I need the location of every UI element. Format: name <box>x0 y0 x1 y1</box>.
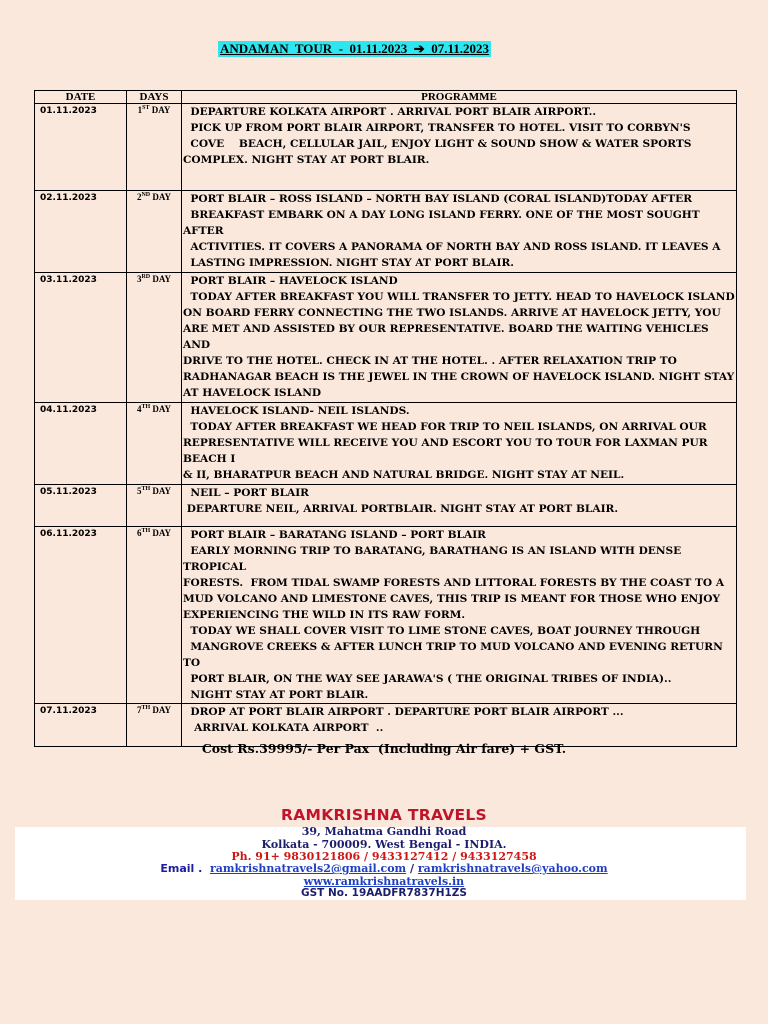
table-row <box>35 527 737 704</box>
programme-line: MANGROVE CREEKS & AFTER LUNCH TRIP TO MUD VOLCANO AND EVENING RETURN TO <box>183 641 727 669</box>
programme-line: PORT BLAIR – ROSS ISLAND – NORTH BAY ISLAND (CORAL ISLAND)TODAY AFTER <box>183 193 693 205</box>
row-date: 02.11.2023 <box>35 191 127 273</box>
day-suffix: RD <box>141 274 151 280</box>
row-date: 05.11.2023 <box>35 485 127 527</box>
email-link-gmail[interactable]: ramkrishnatravels2@gmail.com <box>209 862 407 875</box>
programme-line: EXPERIENCING THE WILD IN ITS RAW FORM. <box>183 609 466 621</box>
row-programme <box>182 485 737 527</box>
programme-line: FORESTS. FROM TIDAL SWAMP FORESTS AND LITTORAL FORESTS BY THE COAST TO A <box>183 577 725 589</box>
phone-numbers: Ph. 91+ 9830121806 / 9433127412 / 9433127458 <box>231 850 537 863</box>
programme-line: ACTIVITIES. IT COVERS A PANORAMA OF NORTH BAY AND ROSS ISLAND. IT LEAVES A <box>183 241 721 253</box>
header-date: DATE <box>35 91 127 104</box>
row-programme <box>182 104 737 191</box>
address-line-2: Kolkata - 700009. West Bengal - INDIA. <box>261 838 507 851</box>
table-row <box>35 485 737 527</box>
table-row <box>35 273 737 403</box>
programme-line: ARE MET AND ASSISTED BY OUR REPRESENTATIVE. BOARD THE WAITING VEHICLES AND <box>183 323 713 351</box>
row-programme <box>182 191 737 273</box>
programme-line: REPRESENTATIVE WILL RECEIVE YOU AND ESCORT YOU TO TOUR FOR LAXMAN PUR BEACH I <box>183 437 712 465</box>
programme-line: PICK UP FROM PORT BLAIR AIRPORT, TRANSFER TO HOTEL. VISIT TO CORBYN'S <box>183 122 691 134</box>
day-number: 3 <box>136 274 142 284</box>
table-header-row <box>35 91 737 104</box>
programme-line: AT HAVELOCK ISLAND <box>183 387 322 399</box>
programme-line: RADHANAGAR BEACH IS THE JEWEL IN THE CROWN OF HAVELOCK ISLAND. NIGHT STAY <box>183 371 735 383</box>
email-link-yahoo[interactable]: ramkrishnatravels@yahoo.com <box>417 862 608 875</box>
programme-line: PORT BLAIR, ON THE WAY SEE JARAWA'S ( THE ORIGINAL TRIBES OF INDIA).. <box>183 673 672 685</box>
programme-line: PORT BLAIR – HAVELOCK ISLAND <box>183 275 398 287</box>
programme-line: NEIL – PORT BLAIR <box>183 487 309 499</box>
programme-line: PORT BLAIR – BARATANG ISLAND – PORT BLAIR <box>183 529 486 541</box>
header-programme: PROGRAMME <box>182 91 737 104</box>
tour-cost: Cost Rs.39995/- Per Pax (Including Air fare) + GST. <box>201 741 567 756</box>
row-programme <box>182 527 737 704</box>
row-date: 03.11.2023 <box>35 273 127 403</box>
programme-line: DEPARTURE NEIL, ARRIVAL PORTBLAIR. NIGHT STAY AT PORT BLAIR. <box>183 503 619 515</box>
email-separator: / <box>406 862 418 875</box>
day-suffix: ND <box>141 192 151 198</box>
day-suffix: TH <box>141 705 151 711</box>
email-line <box>0 862 768 875</box>
programme-line: DRIVE TO THE HOTEL. CHECK IN AT THE HOTEL. . AFTER RELAXATION TRIP TO <box>183 355 677 367</box>
agency-name: RAMKRISHNA TRAVELS <box>280 806 488 824</box>
programme-line: MUD VOLCANO AND LIMESTONE CAVES, THIS TRIP IS MEANT FOR THOSE WHO ENJOY <box>183 593 721 605</box>
row-date: 04.11.2023 <box>35 403 127 485</box>
row-programme <box>182 403 737 485</box>
day-suffix: TH <box>141 404 151 410</box>
day-word: DAY <box>151 105 171 115</box>
day-word: DAY <box>152 528 172 538</box>
programme-line: HAVELOCK ISLAND- NEIL ISLANDS. <box>183 405 410 417</box>
address-line-1: 39, Mahatma Gandhi Road <box>301 825 467 838</box>
row-day <box>127 191 182 273</box>
programme-line: DROP AT PORT BLAIR AIRPORT . DEPARTURE PORT BLAIR AIRPORT ... <box>183 706 624 718</box>
table-row <box>35 191 737 273</box>
day-number: 4 <box>136 404 142 414</box>
row-day <box>127 403 182 485</box>
email-label: Email . <box>160 862 203 875</box>
row-day <box>127 527 182 704</box>
programme-line: TODAY WE SHALL COVER VISIT TO LIME STONE CAVES, BOAT JOURNEY THROUGH <box>183 625 701 637</box>
header-days: DAYS <box>127 91 182 104</box>
day-word: DAY <box>152 404 172 414</box>
day-number: 2 <box>136 192 142 202</box>
row-date: 01.11.2023 <box>35 104 127 191</box>
programme-line: NIGHT STAY AT PORT BLAIR. <box>183 689 369 701</box>
day-suffix: TH <box>141 528 151 534</box>
row-programme <box>182 273 737 403</box>
day-word: DAY <box>152 192 172 202</box>
itinerary-table <box>34 90 737 747</box>
programme-line: ARRIVAL KOLKATA AIRPORT .. <box>183 722 384 734</box>
programme-line: COMPLEX. NIGHT STAY AT PORT BLAIR. <box>183 154 430 166</box>
programme-line: COVE BEACH, CELLULAR JAIL, ENJOY LIGHT & SOUND SHOW & WATER SPORTS <box>183 138 692 150</box>
programme-line: LASTING IMPRESSION. NIGHT STAY AT PORT BLAIR. <box>183 257 514 269</box>
row-date: 06.11.2023 <box>35 527 127 704</box>
table-row <box>35 403 737 485</box>
row-day <box>127 485 182 527</box>
day-word: DAY <box>152 705 172 715</box>
day-word: DAY <box>152 486 172 496</box>
row-day <box>127 273 182 403</box>
document-title: ANDAMAN TOUR - 01.11.2023 ➔ 07.11.2023 <box>220 41 489 56</box>
programme-line: DEPARTURE KOLKATA AIRPORT . ARRIVAL PORT BLAIR AIRPORT.. <box>183 106 597 118</box>
row-date: 07.11.2023 <box>35 704 127 747</box>
day-suffix: TH <box>141 486 151 492</box>
programme-line: & II, BHARATPUR BEACH AND NATURAL BRIDGE. NIGHT STAY AT NEIL. <box>183 469 625 481</box>
day-number: 5 <box>136 486 142 496</box>
day-number: 1 <box>137 105 143 115</box>
day-number: 6 <box>136 528 142 538</box>
table-row <box>35 104 737 191</box>
programme-line: EARLY MORNING TRIP TO BARATANG, BARATHANG IS AN ISLAND WITH DENSE TROPICAL <box>183 545 685 573</box>
gst-number: GST No. 19AADFR7837H1ZS <box>301 887 467 899</box>
row-day <box>127 104 182 191</box>
programme-line: TODAY AFTER BREAKFAST YOU WILL TRANSFER TO JETTY. HEAD TO HAVELOCK ISLAND <box>183 291 735 303</box>
website-link[interactable]: www.ramkrishnatravels.in <box>303 875 465 888</box>
day-number: 7 <box>136 705 142 715</box>
day-word: DAY <box>152 274 172 284</box>
programme-line: ON BOARD FERRY CONNECTING THE TWO ISLANDS. ARRIVE AT HAVELOCK JETTY, YOU <box>183 307 721 319</box>
programme-line: BREAKFAST EMBARK ON A DAY LONG ISLAND FERRY. ONE OF THE MOST SOUGHT AFTER <box>183 209 704 237</box>
programme-line: TODAY AFTER BREAKFAST WE HEAD FOR TRIP TO NEIL ISLANDS, ON ARRIVAL OUR <box>183 421 707 433</box>
day-suffix: ST <box>142 105 150 111</box>
